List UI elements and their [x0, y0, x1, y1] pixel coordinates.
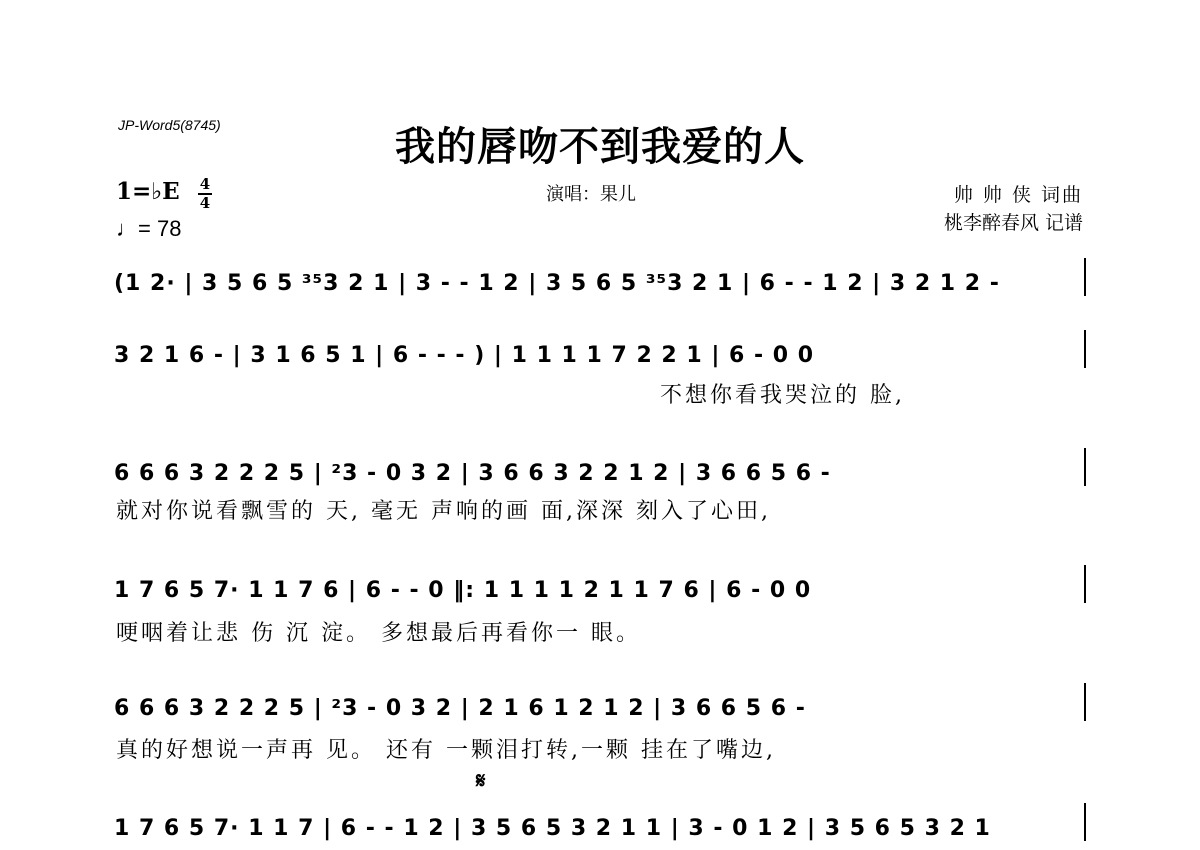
segno-sign: 𝄋	[476, 768, 486, 793]
app-tag: JP-Word5(8745)	[118, 117, 221, 133]
time-signature	[198, 176, 212, 212]
song-title: 我的唇吻不到我爱的人	[395, 123, 805, 170]
score-row-6	[114, 803, 1090, 841]
score-row-5	[114, 683, 1090, 721]
score-row-4	[114, 565, 1090, 603]
score-row-2	[114, 330, 1090, 368]
score-row-text: 1 7 6 5 7· 1 1 7 | 6 - - 1 2 | 3 5 6 5 3 2 1 1 | 3 - 0 1 2 | 3 5 6 5 3 2 1	[114, 816, 991, 841]
key-signature: 1=♭E	[116, 178, 180, 205]
score-row-text: 3 2 1 6 - | 3 1 6 5 1 | 6 - - - ) | 1 1 1 1 7 2 2 1 | 6 - 0 0	[114, 343, 815, 368]
score-row-text: 1 7 6 5 7· 1 1 7 6 | 6 - - 0 ‖: 1 1 1 1 2 1 1 7 6 | 6 - 0 0	[114, 578, 812, 603]
transcriber-credit: 桃李醉春风 记谱	[943, 212, 1083, 234]
meter-top: 4	[199, 175, 211, 193]
score-row-text: 6 6 6 3 2 2 2 5 | ²3 - 0 3 2 | 3 6 6 3 2 2 1 2 | 3 6 6 5 6 -	[114, 461, 831, 486]
barline	[1084, 448, 1090, 486]
score-row-text: (1 2· | 3 5 6 5 ³⁵3 2 1 | 3 - - 1 2 | 3 5 6 5 ³⁵3 2 1 | 6 - - 1 2 | 3 2 1 2 -	[114, 271, 1000, 296]
barline	[1084, 803, 1090, 841]
score-row-1	[114, 258, 1090, 296]
barline	[1084, 683, 1090, 721]
score-row-text: 6 6 6 3 2 2 2 5 | ²3 - 0 3 2 | 2 1 6 1 2 1 2 | 3 6 6 5 6 -	[114, 696, 806, 721]
lyric-line-1: 不想你看我哭泣的 脸,	[660, 383, 905, 408]
meter-bottom: 4	[199, 194, 211, 212]
singer-credit: 演唱：果儿	[546, 184, 636, 205]
barline	[1084, 258, 1090, 296]
tempo-marking: ♩= 78	[116, 216, 182, 241]
lyric-line-3: 哽咽着让悲 伤 沉 淀。 多想最后再看你一 眼。	[116, 621, 641, 646]
lyric-line-2: 就对你说看飘雪的 天, 毫无 声响的画 面,深深 刻入了心田,	[116, 499, 771, 524]
barline	[1084, 330, 1090, 368]
composer-credit: 帅 帅 侠 词曲	[953, 184, 1083, 206]
barline	[1084, 565, 1090, 603]
lyric-line-4: 真的好想说一声再 见。 还有 一颗泪打转,一颗 挂在了嘴边,	[116, 738, 776, 763]
score-row-3	[114, 448, 1090, 486]
